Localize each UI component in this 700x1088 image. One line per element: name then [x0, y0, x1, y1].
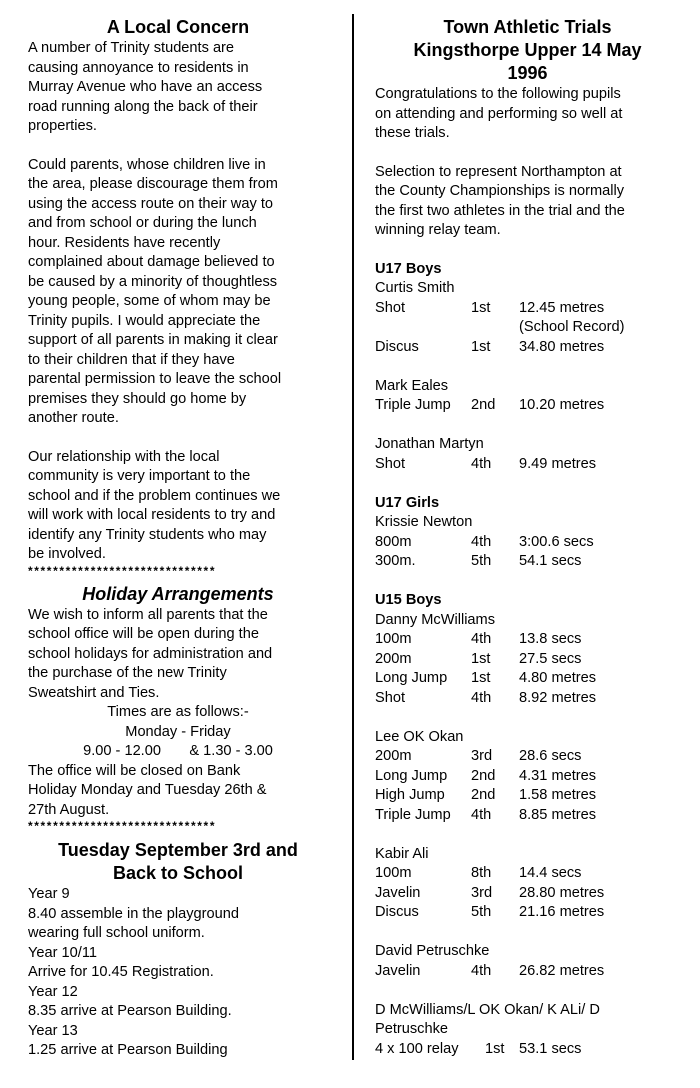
- result-row: [375, 689, 680, 709]
- result-mark: 21.16 metres: [519, 904, 605, 920]
- result-mark: 27.5 secs: [519, 650, 582, 667]
- athlete-name: Lee OK Okan: [375, 728, 464, 745]
- result-row: [375, 299, 680, 319]
- result-row: [375, 903, 680, 923]
- result-place: 5th: [471, 904, 492, 920]
- result-place: 4th: [471, 455, 492, 472]
- result-row: [375, 630, 680, 650]
- result-row: [375, 864, 680, 884]
- result-event: 200m: [375, 748, 412, 764]
- result-event: [375, 318, 471, 338]
- athlete-name: Krissie Newton: [375, 514, 473, 530]
- result-row: [375, 338, 680, 358]
- office-days: Monday - Friday: [125, 723, 231, 740]
- result-place: 1st: [471, 299, 491, 316]
- result-event: Triple Jump: [375, 397, 451, 413]
- result-row: [375, 962, 680, 982]
- result-mark: 8.92 metres: [519, 689, 597, 706]
- athletics-selection: Selection to represent Northampton at the County Championships is normally the first two athletes in the trial and the winning relay team.: [375, 163, 625, 238]
- age-group-heading: U15 Boys: [375, 592, 442, 608]
- age-group-heading: U17 Girls: [375, 494, 440, 511]
- result-event: High Jump: [375, 787, 445, 803]
- star-divider-1: ******************************: [28, 564, 217, 577]
- age-group-heading: U17 Boys: [375, 260, 442, 277]
- result-place: 2nd: [471, 397, 496, 413]
- holiday-paragraph-1: We wish to inform all parents that the school office will be open during the school holidays for administration and the purchase of the new Trinity Sweatshirt and Ties.: [28, 606, 273, 701]
- result-event: Long Jump: [375, 670, 448, 686]
- result-mark: 1.58 metres: [519, 787, 597, 803]
- result-mark: 28.80 metres: [519, 884, 605, 901]
- result-place: 3rd: [471, 748, 493, 764]
- result-event: Long Jump: [375, 767, 448, 784]
- result-event: 100m: [375, 865, 412, 881]
- athlete-name: Curtis Smith: [375, 280, 455, 296]
- result-place: 1st: [471, 650, 491, 667]
- result-mark: 4.80 metres: [519, 670, 597, 686]
- result-place: 4th: [471, 806, 492, 823]
- result-place: 8th: [471, 865, 492, 881]
- column-divider: [352, 14, 354, 1060]
- result-row: [375, 318, 680, 338]
- result-place: 4th: [471, 962, 492, 979]
- result-mark: 8.85 metres: [519, 806, 597, 823]
- result-mark: 3:00.6 secs: [519, 533, 594, 550]
- result-mark: 54.1 secs: [519, 553, 582, 569]
- result-event: Discus: [375, 338, 419, 355]
- result-row: [375, 884, 680, 904]
- result-event: Javelin: [375, 884, 421, 901]
- result-event: 800m: [375, 533, 412, 550]
- concern-paragraph-3: Our relationship with the local community is very important to the school and if the problem continues we will work with local residents to try and identify any Trinity students who may be involved.: [28, 448, 281, 562]
- result-row: [375, 786, 680, 806]
- result-mark: 4.31 metres: [519, 767, 597, 784]
- athlete-name: David Petruschke: [375, 943, 490, 959]
- result-place: 1st: [471, 338, 491, 355]
- result-event: Shot: [375, 299, 406, 316]
- result-row: [375, 669, 680, 689]
- result-row: [375, 533, 680, 553]
- back-to-school-schedule: Year 9 8.40 assemble in the playground wearing full school uniform. Year 10/11 Arrive for 10.45 Registration. Year 12 8.35 arrive at Pearson Building. Year 13 1.25 arrive at Pearson Building: [28, 886, 239, 1058]
- result-place: 2nd: [471, 787, 496, 803]
- result-mark: 9.49 metres: [519, 455, 597, 472]
- athlete-name: Jonathan Martyn: [375, 436, 484, 452]
- result-place: 4th: [471, 689, 492, 706]
- result-row: [375, 747, 680, 767]
- result-mark: 12.45 metres: [519, 299, 605, 316]
- result-row: [375, 552, 680, 572]
- right-column: [375, 0, 680, 1059]
- result-row: [375, 806, 680, 826]
- back-to-school-title: Tuesday September 3rd and Back to School: [58, 840, 298, 883]
- concern-paragraph-2: Could parents, whose children live in the area, please discourage them from using the access route on their way to and from school or during the lunch hour. Residents have recently complained about damage believed to be caused by a minority of thoughtless young people, some of whom may be Trinity pupils. I would appreciate the support of all parents in making it clear to their children that if they have parental permission to leave the school premises they should go home by another route.: [28, 156, 282, 426]
- holiday-title: Holiday Arrangements: [82, 583, 274, 604]
- athletics-intro: Congratulations to the following pupils on attending and performing so well at these trials.: [375, 86, 623, 141]
- result-event: Discus: [375, 904, 419, 920]
- result-event: Shot: [375, 455, 406, 472]
- result-mark: 26.82 metres: [519, 962, 605, 979]
- result-place: 3rd: [471, 884, 493, 901]
- concern-paragraph-1: A number of Trinity students are causing annoyance to residents in Murray Avenue who have an access road running along the back of their properties.: [28, 40, 263, 134]
- relay-team: D McWilliams/L OK Okan/ K ALi/ D Petruschke 4 x 100 relay 1st 53.1 secs: [375, 1001, 680, 1060]
- result-event: 200m: [375, 650, 412, 667]
- athlete-name: Danny McWilliams: [375, 611, 496, 628]
- result-place: 4th: [471, 533, 492, 550]
- result-mark: 34.80 metres: [519, 338, 605, 355]
- result-mark: 28.6 secs: [519, 748, 582, 764]
- left-column: [28, 0, 328, 1061]
- result-event: Triple Jump: [375, 806, 451, 823]
- office-hours: 9.00 - 12.00 & 1.30 - 3.00: [83, 743, 273, 759]
- result-place: 4th: [471, 631, 492, 647]
- result-event: 300m.: [375, 553, 416, 569]
- result-place: 5th: [471, 553, 492, 569]
- result-place: [471, 318, 519, 338]
- relay-result-row: 4 x 100 relay 1st 53.1 secs: [375, 1040, 582, 1057]
- athlete-name: Mark Eales: [375, 377, 448, 394]
- results-list: [375, 260, 680, 1001]
- result-mark: (School Record): [519, 319, 625, 335]
- result-event: Shot: [375, 689, 406, 706]
- result-mark: 13.8 secs: [519, 631, 582, 647]
- result-event: Javelin: [375, 962, 421, 979]
- result-row: [375, 767, 680, 787]
- athlete-name: Kabir Ali: [375, 845, 429, 862]
- result-place: 1st: [471, 670, 491, 686]
- star-divider-2: ******************************: [28, 820, 217, 832]
- result-mark: 10.20 metres: [519, 397, 605, 413]
- athletics-title: Town Athletic Trials Kingsthorpe Upper 14 May 1996: [413, 17, 642, 83]
- result-row: [375, 650, 680, 670]
- result-event: 100m: [375, 631, 412, 647]
- result-mark: 14.4 secs: [519, 865, 582, 881]
- times-intro: Times are as follows:-: [107, 704, 249, 720]
- result-row: [375, 455, 680, 475]
- result-row: [375, 396, 680, 416]
- holiday-paragraph-2: The office will be closed on Bank Holiday Monday and Tuesday 26th & 27th August.: [28, 762, 267, 818]
- concern-title: A Local Concern: [106, 17, 250, 37]
- result-place: 2nd: [471, 767, 496, 784]
